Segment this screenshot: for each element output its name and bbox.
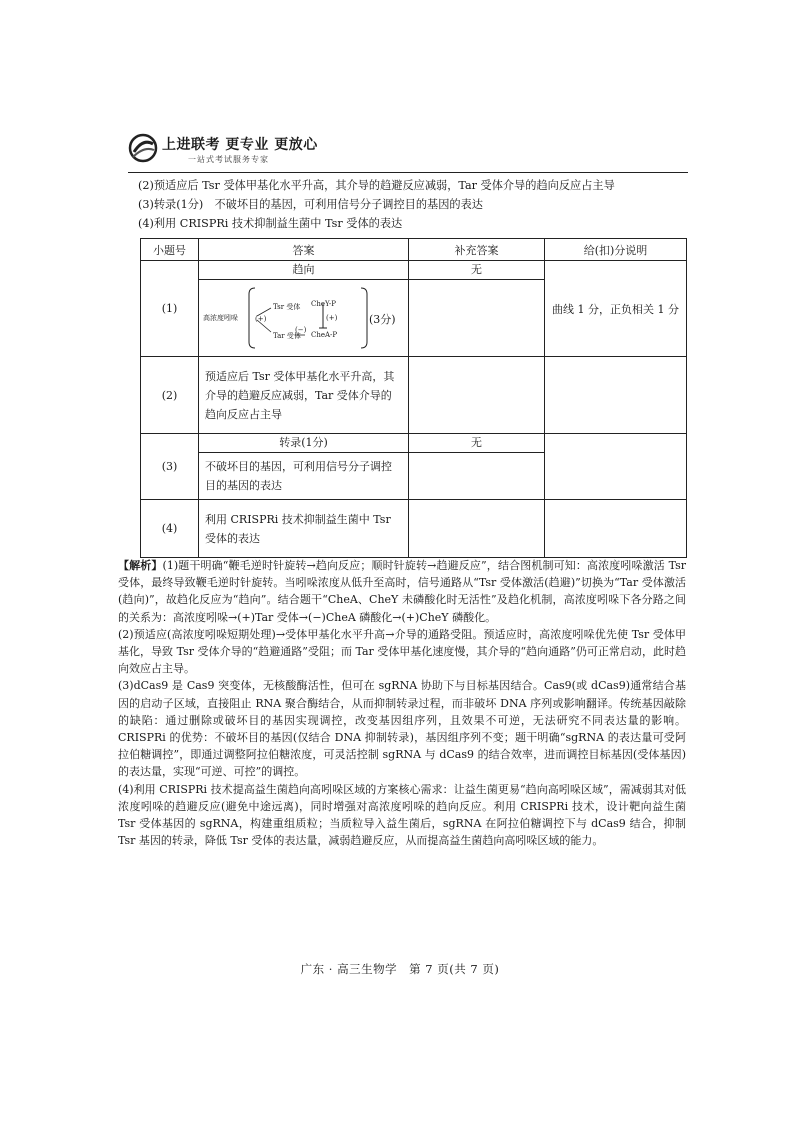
analysis-paragraph-4: (4)利用 CRISPRi 技术提高益生菌趋向高吲哚区域的方案核心需求：让益生菌更易“趋向高吲哚区域”，需减弱其对低浓度吲哚的趋避反应(避免中途远离)，同时增强对高浓度吲哚的趋向反应。利用 CRISPRi 技术，设计靶向益生菌 Tsr 受体基因的 sgRNA，构建重组质粒；当质粒导入益生菌后，sgRNA 在阿拉伯糖调控下与 dCas9 结合，抑制 Tsr 基因的转录，降低 Tsr 受体的表达量，减弱趋避反应，从而提高益生菌趋向高吲哚区域的能力。 xyxy=(118,782,686,848)
table-row xyxy=(141,500,687,558)
diagram-plus-label: (+) xyxy=(326,314,338,322)
diagram-tsr-label: Tsr 受体 xyxy=(273,303,301,311)
supplement-text: 无 xyxy=(409,434,544,453)
table-row xyxy=(141,434,687,500)
header-divider xyxy=(128,172,688,173)
analysis-paragraph-2: (2)预适应(高浓度吲哚短期处理)→受体甲基化水平升高→介导的通路受阻。预适应时，高浓度吲哚优先使 Tsr 受体甲基化，导致 Tsr 受体介导的“趋避通路”受阻；而 Tar 受体甲基化速度慢，其介导的“趋向通路”仍可正常启动，此时趋向效应占主导。 xyxy=(118,627,686,676)
supplement-cell xyxy=(409,500,545,558)
answer-title: 转录(1分) xyxy=(199,434,408,453)
answer-title: 趋向 xyxy=(199,261,408,280)
question-number: (3) xyxy=(141,434,199,500)
brand-name: 上进联考 更专业 更放心 xyxy=(162,137,318,153)
answer-line-3: (3)转录(1分) 不破坏目的基因，可利用信号分子调控目的基因的表达 xyxy=(138,198,483,211)
table-header-row xyxy=(141,239,687,261)
analysis-paragraph-3: (3)dCas9 是 Cas9 突变体，无核酸酶活性，但可在 sgRNA 协助下与目标基因结合。Cas9(或 dCas9)通常结合基因的启动子区域，直接阻止 RNA 聚合酶结合，从而抑制转录过程，而非破坏 DNA 序列或影响翻译。传统基因敲除的缺陷：通过删除或破坏目的基因实现调控，改变基因组序列，且效果不可逆，无法研究不同表达量的影响。CRISPRi 的优势：不破坏目的基因(仅结合 DNA 抑制转录)，基因组序列不变；题干明确“sgRNA 的表达量可受阿拉伯糖调控”，即通过调整阿拉伯糖浓度，可灵活控制 sgRNA 与 dCas9 的结合效率，进而调控目标基因(受体基因)的表达量，实现“可逆、可控”的调控。 xyxy=(118,679,686,779)
answer-cell xyxy=(199,261,409,357)
table-row xyxy=(141,261,687,357)
scoring-table xyxy=(140,238,687,558)
page-header xyxy=(128,130,388,176)
score-note-cell xyxy=(545,500,687,558)
diagram-score: (3分) xyxy=(369,313,396,326)
analysis-tag: 【解析】 xyxy=(118,559,163,572)
diagram-plus-label: (+) xyxy=(255,315,267,323)
analysis-paragraph-1: 【解析】(1)题干明确“鞭毛逆时针旋转→趋向反应；顺时针旋转→趋避反应”，结合图机制可知：高浓度吲哚激活 Tsr 受体，最终导致鞭毛逆时针旋转。当吲哚浓度从低升至高时，信号通路从“Tsr 受体激活(趋避)”切换为“Tar 受体激活(趋向)”，故趋化反应为“趋向”。结合题干“CheA、CheY 未磷酸化时无活性”及趋化机制，高浓度吲哚下各分路之间的关系为：高浓度吲哚→(+)Tar 受体→(−)CheA 磷酸化→(+)CheY 磷酸化。 xyxy=(118,559,687,624)
supplement-cell xyxy=(409,357,545,434)
score-note-cell xyxy=(545,434,687,500)
answer-text: 预适应后 Tsr 受体甲基化水平升高，其介导的趋避反应减弱，Tar 受体介导的趋向反应占主导 xyxy=(205,369,395,421)
supplement-text: 无 xyxy=(409,261,544,280)
diagram-minus-label: (−) xyxy=(295,326,307,334)
diagram-stimulus: 高浓度吲哚 xyxy=(203,314,238,322)
score-note-cell xyxy=(545,357,687,434)
signal-pathway-diagram xyxy=(199,280,408,356)
question-number: (4) xyxy=(141,500,199,558)
diagram-chea-label: CheA-P xyxy=(311,331,338,339)
brand-tagline: 一站式考试服务专家 xyxy=(188,155,269,164)
answer-cell xyxy=(199,357,409,434)
diagram-chey-label: CheY-P xyxy=(311,300,336,308)
supplement-cell xyxy=(409,434,545,500)
answer-line-4: (4)利用 CRISPRi 技术抑制益生菌中 Tsr 受体的表达 xyxy=(138,217,403,230)
col-header: 答案 xyxy=(199,239,409,261)
table-row xyxy=(141,357,687,434)
answer-line-2: (2)预适应后 Tsr 受体甲基化水平升高，其介导的趋避反应减弱，Tar 受体介导的趋向反应占主导 xyxy=(138,179,615,192)
question-number: (1) xyxy=(141,261,199,357)
score-note: 曲线 1 分，正负相关 1 分 xyxy=(545,261,687,357)
answer-cell xyxy=(199,434,409,500)
page-footer: 广东 · 高三生物学 第 7 页(共 7 页) xyxy=(300,962,500,976)
col-header: 补充答案 xyxy=(409,239,545,261)
logo-swirl-icon xyxy=(128,132,158,164)
answer-text: 利用 CRISPRi 技术抑制益生菌中 Tsr 受体的表达 xyxy=(205,512,391,545)
supplement-cell xyxy=(409,261,545,357)
analysis-section xyxy=(118,557,686,849)
diagram-tar-label: Tar 受体 xyxy=(273,332,301,340)
question-number: (2) xyxy=(141,357,199,434)
col-header: 小题号 xyxy=(141,239,199,261)
answer-text: 不破坏目的基因，可利用信号分子调控目的基因的表达 xyxy=(205,460,392,492)
col-header: 给(扣)分说明 xyxy=(545,239,687,261)
answer-cell xyxy=(199,500,409,558)
